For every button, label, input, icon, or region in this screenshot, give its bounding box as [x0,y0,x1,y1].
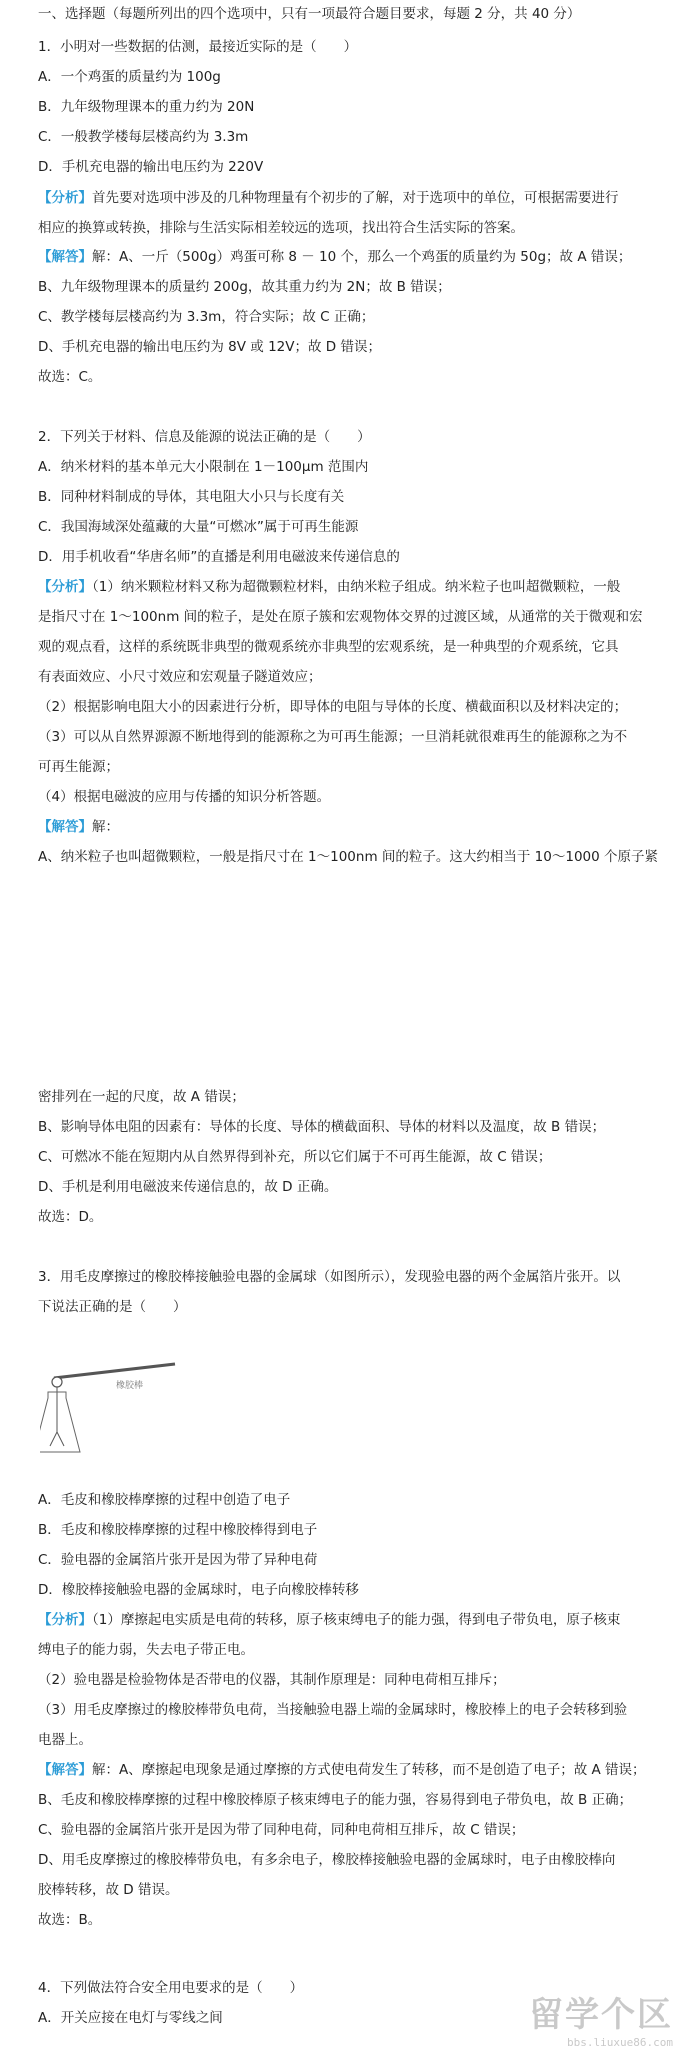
q3-answer-text: 胶棒转移，故 D 错误。 [38,1882,179,1898]
q2-answer-text: D、手机是利用电磁波来传递信息的，故 D 正确。 [38,1179,338,1195]
q2-option-a: A．纳米材料的基本单元大小限制在 1－100μm 范围内 [38,459,369,475]
q3-analysis-text: 缚电子的能力弱，失去电子带正电。 [38,1642,254,1658]
answer-tag: 【解答】 [38,819,92,835]
q2-option-c: C．我国海域深处蕴藏的大量“可燃冰”属于可再生能源 [38,519,359,535]
section-title: 一、选择题（每题所列出的四个选项中，只有一项最符合题目要求，每题 2 分，共 40 分） [38,6,581,22]
analysis-tag: 【分析】 [38,579,92,595]
q3-answer-choice: 故选：B。 [38,1912,102,1928]
q2-answer-choice: 故选：D。 [38,1209,103,1225]
q1-answer-line [38,247,631,267]
q3-stem: 下说法正确的是（ ） [38,1299,187,1315]
foil-left [50,1432,57,1446]
foil-right [57,1432,64,1446]
q2-analysis-text: （3）可以从自然界源源不断地得到的能源称之为可再生能源；一旦消耗就很难再生的能源称之为不 [38,729,628,745]
q3-answer-line [38,1760,646,1780]
analysis-text: 首先要对选项中涉及的几种物理量有个初步的了解，对于选项中的单位，可根据需要进行 [92,190,619,206]
q2-answer-text: 密排列在一起的尺度，故 A 错误； [38,1089,245,1105]
analysis-tag: 【分析】 [38,190,92,206]
analysis-text: （1）摩擦起电实质是电荷的转移，原子核束缚电子的能力强，得到电子带负电，原子核束 [92,1612,621,1628]
glass-jar [40,1392,80,1452]
answer-text: 解：A、一斤（500g）鸡蛋可称 8 － 10 个，那么一个鸡蛋的质量约为 50g；故 A 错误； [92,249,632,265]
q2-answer-text: C、可燃冰不能在短期内从自然界得到补充，所以它们属于不可再生能源，故 C 错误； [38,1149,552,1165]
electroscope-figure [40,1360,190,1465]
q3-analysis-text: （2）验电器是检验物体是否带电的仪器，其制作原理是：同种电荷相互排斥； [38,1672,506,1688]
q3-analysis-text: （3）用毛皮摩擦过的橡胶棒带负电荷，当接触验电器上端的金属球时，橡胶棒上的电子会转移到验 [38,1702,628,1718]
q2-analysis-line [38,577,620,597]
q2-analysis-text: （4）根据电磁波的应用与传播的知识分析答题。 [38,789,331,805]
q1-option-a: A．一个鸡蛋的质量约为 100g [38,69,221,85]
q3-option-a: A．毛皮和橡胶棒摩擦的过程中创造了电子 [38,1492,291,1508]
analysis-text: （1）纳米颗粒材料又称为超微颗粒材料，由纳米粒子组成。纳米粒子也叫超微颗粒，一般 [92,579,621,595]
watermark-logo: 留学个区 [529,1995,673,2035]
electroscope-drawing [40,1360,190,1465]
q2-stem: 2．下列关于材料、信息及能源的说法正确的是（ ） [38,429,371,445]
q2-answer-text: A、纳米粒子也叫超微颗粒，一般是指尺寸在 1～100nm 间的粒子。这大约相当于 10～1000 个原子紧 [38,849,658,865]
q1-answer-text: C、教学楼每层楼高约为 3.3m，符合实际；故 C 正确； [38,309,375,325]
answer-tag: 【解答】 [38,1762,92,1778]
q2-analysis-text: （2）根据影响电阻大小的因素进行分析，即导体的电阻与导体的长度、横截面积以及材料决定的； [38,699,628,715]
q2-answer-line [38,817,119,837]
q2-analysis-text: 观的观点看，这样的系统既非典型的微观系统亦非典型的宏观系统，是一种典型的介观系统，它具 [38,639,619,655]
answer-tag: 【解答】 [38,249,92,265]
q4-option-a: A．开关应接在电灯与零线之间 [38,2010,223,2026]
q3-stem: 3．用毛皮摩擦过的橡胶棒接触验电器的金属球（如图所示），发现验电器的两个金属箔片张开。以 [38,1269,621,1285]
q3-option-b: B．毛皮和橡胶棒摩擦的过程中橡胶棒得到电子 [38,1522,318,1538]
q3-answer-text: B、毛皮和橡胶棒摩擦的过程中橡胶棒原子核束缚电子的能力强，容易得到电子带负电，故 B 正确； [38,1792,633,1808]
site-watermark [529,1987,673,2049]
q1-analysis-line [38,188,619,208]
q2-option-d: D．用手机收看“华唐名师”的直播是利用电磁波来传递信息的 [38,549,400,565]
figure-label: 橡胶棒 [116,1381,144,1391]
q1-answer-text: B、九年级物理课本的质量约 200g，故其重力约为 2N；故 B 错误； [38,279,451,295]
analysis-tag: 【分析】 [38,1612,92,1628]
q2-analysis-text: 是指尺寸在 1～100nm 间的粒子，是处在原子簇和宏观物体交界的过渡区域，从通常的关于微观和宏 [38,609,643,625]
rubber-rod [54,1364,175,1378]
watermark-url: bbs.liuxue86.com [567,2036,673,2049]
q3-answer-text: C、验电器的金属箔片张开是因为带了同种电荷，同种电荷相互排斥，故 C 错误； [38,1822,525,1838]
q2-answer-text: B、影响导体电阻的因素有：导体的长度、导体的横截面积、导体的材料以及温度，故 B 错误； [38,1119,606,1135]
q2-analysis-text: 可再生能源； [38,759,119,775]
q4-stem: 4．下列做法符合安全用电要求的是（ ） [38,1980,304,1996]
q1-option-b: B．九年级物理课本的重力约为 20N [38,99,255,115]
q3-answer-text: D、用毛皮摩擦过的橡胶棒带负电，有多余电子，橡胶棒接触验电器的金属球时，电子由橡胶棒向 [38,1852,616,1868]
q1-answer-choice: 故选：C。 [38,369,102,385]
q1-option-d: D．手机充电器的输出电压约为 220V [38,159,264,175]
q3-option-d: D．橡胶棒接触验电器的金属球时，电子向橡胶棒转移 [38,1582,359,1598]
q1-option-c: C．一般教学楼每层楼高约为 3.3m [38,129,249,145]
q3-analysis-line [38,1610,620,1630]
answer-text: 解：A、摩擦起电现象是通过摩擦的方式使电荷发生了转移，而不是创造了电子；故 A 错误； [92,1762,646,1778]
metal-ball [52,1377,62,1387]
q1-answer-text: D、手机充电器的输出电压约为 8V 或 12V；故 D 错误； [38,339,381,355]
answer-text: 解： [92,819,119,835]
q1-stem: 1．小明对一些数据的估测，最接近实际的是（ ） [38,39,358,55]
q2-analysis-text: 有表面效应、小尺寸效应和宏观量子隧道效应； [38,669,322,685]
q3-analysis-text: 电器上。 [38,1732,92,1748]
q1-analysis-text: 相应的换算或转换，排除与生活实际相差较远的选项，找出符合生活实际的答案。 [38,220,524,236]
q3-option-c: C．验电器的金属箔片张开是因为带了异种电荷 [38,1552,318,1568]
q2-option-b: B．同种材料制成的导体，其电阻大小只与长度有关 [38,489,345,505]
